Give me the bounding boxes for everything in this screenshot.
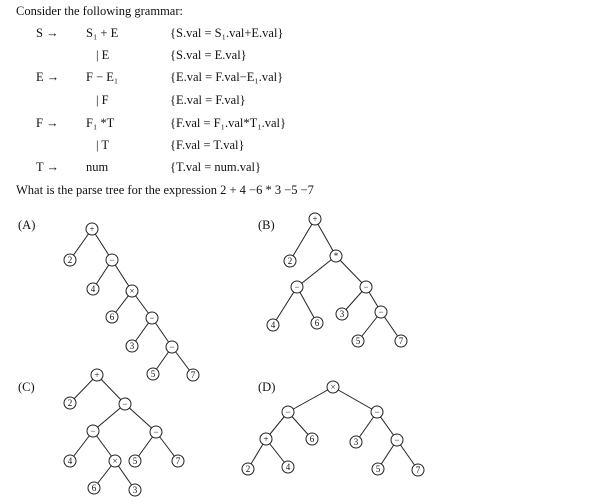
svg-text:−: − (149, 313, 155, 323)
svg-text:−: − (285, 407, 291, 417)
svg-text:5: 5 (132, 456, 138, 466)
question-text: What is the parse tree for the expression 2 + 4 −6 * 3 −5 −7 (16, 183, 314, 197)
grammar-rhs: S₁ + E (86, 26, 119, 40)
tree-node (306, 433, 318, 445)
svg-text:−: − (153, 427, 159, 437)
svg-text:*: * (333, 251, 339, 261)
grammar-lhs: T → (36, 160, 60, 174)
svg-text:6: 6 (314, 318, 320, 328)
option-b-label: (B) (258, 218, 275, 232)
grammar-rhs: F − E₁ (86, 70, 119, 84)
grammar-rule: {E.val = F.val} (170, 93, 246, 107)
grammar-lhs: E → (36, 70, 60, 84)
svg-text:−: − (394, 435, 400, 445)
svg-text:−: − (374, 407, 380, 417)
svg-text:−: − (378, 307, 384, 317)
tree-node (372, 463, 384, 475)
option-d-label: (D) (258, 380, 276, 394)
svg-text:−: − (169, 342, 175, 352)
svg-text:2: 2 (67, 255, 73, 265)
grammar-rhs: | F (96, 93, 109, 107)
svg-text:+: + (94, 370, 100, 380)
tree-node (371, 406, 383, 418)
tree-node (412, 464, 424, 476)
tree-node (242, 463, 254, 475)
svg-text:4: 4 (270, 320, 276, 330)
svg-text:7: 7 (398, 336, 404, 346)
svg-text:−: − (109, 255, 115, 265)
tree-node (327, 381, 339, 393)
grammar-rule: {T.val = num.val} (170, 160, 262, 174)
svg-text:3: 3 (129, 341, 135, 351)
tree-node (391, 434, 403, 446)
svg-text:5: 5 (150, 369, 156, 379)
svg-text:6: 6 (109, 312, 115, 322)
tree-node (282, 461, 294, 473)
svg-text:3: 3 (132, 485, 138, 495)
grammar-lhs: F → (36, 116, 59, 130)
svg-text:−: − (363, 282, 369, 292)
svg-text:×: × (112, 456, 118, 466)
svg-text:×: × (129, 286, 135, 296)
grammar-lhs: S → (36, 26, 59, 40)
tree-node (350, 436, 362, 448)
option-c-label: (C) (18, 380, 35, 394)
svg-text:+: + (89, 224, 95, 234)
svg-text:2: 2 (67, 398, 73, 408)
svg-text:+: + (312, 214, 318, 224)
intro-text: Consider the following grammar: (16, 4, 183, 18)
svg-text:4: 4 (285, 462, 291, 472)
grammar-rhs: F₁ *T (86, 116, 115, 130)
svg-text:7: 7 (190, 370, 196, 380)
svg-text:2: 2 (245, 464, 251, 474)
svg-text:6: 6 (309, 434, 315, 444)
svg-text:3: 3 (339, 309, 345, 319)
grammar-rule: {S.val = E.val} (170, 48, 247, 62)
tree-node (282, 406, 294, 418)
svg-text:−: − (294, 282, 300, 292)
svg-text:−: − (122, 399, 128, 409)
grammar-rule: {F.val = F₁.val*T₁.val} (170, 116, 286, 130)
svg-text:7: 7 (175, 456, 181, 466)
grammar-rule: {E.val = F.val−E₁.val} (170, 70, 284, 84)
tree-node (260, 433, 272, 445)
grammar-rule: {F.val = T.val} (170, 138, 245, 152)
svg-text:6: 6 (91, 483, 97, 493)
svg-text:4: 4 (90, 284, 96, 294)
svg-text:+: + (263, 434, 269, 444)
grammar-rhs: num (86, 160, 109, 174)
svg-text:−: − (90, 426, 96, 436)
svg-text:7: 7 (415, 465, 421, 475)
option-a-label: (A) (18, 218, 36, 232)
svg-text:2: 2 (287, 256, 293, 266)
svg-text:5: 5 (355, 336, 361, 346)
svg-text:×: × (330, 382, 336, 392)
svg-text:3: 3 (353, 437, 359, 447)
svg-text:5: 5 (375, 464, 381, 474)
grammar-rhs: | T (96, 138, 110, 152)
grammar-rhs: | E (96, 48, 110, 62)
grammar-rule: {S.val = S₁.val+E.val} (170, 26, 284, 40)
svg-text:4: 4 (67, 456, 73, 466)
